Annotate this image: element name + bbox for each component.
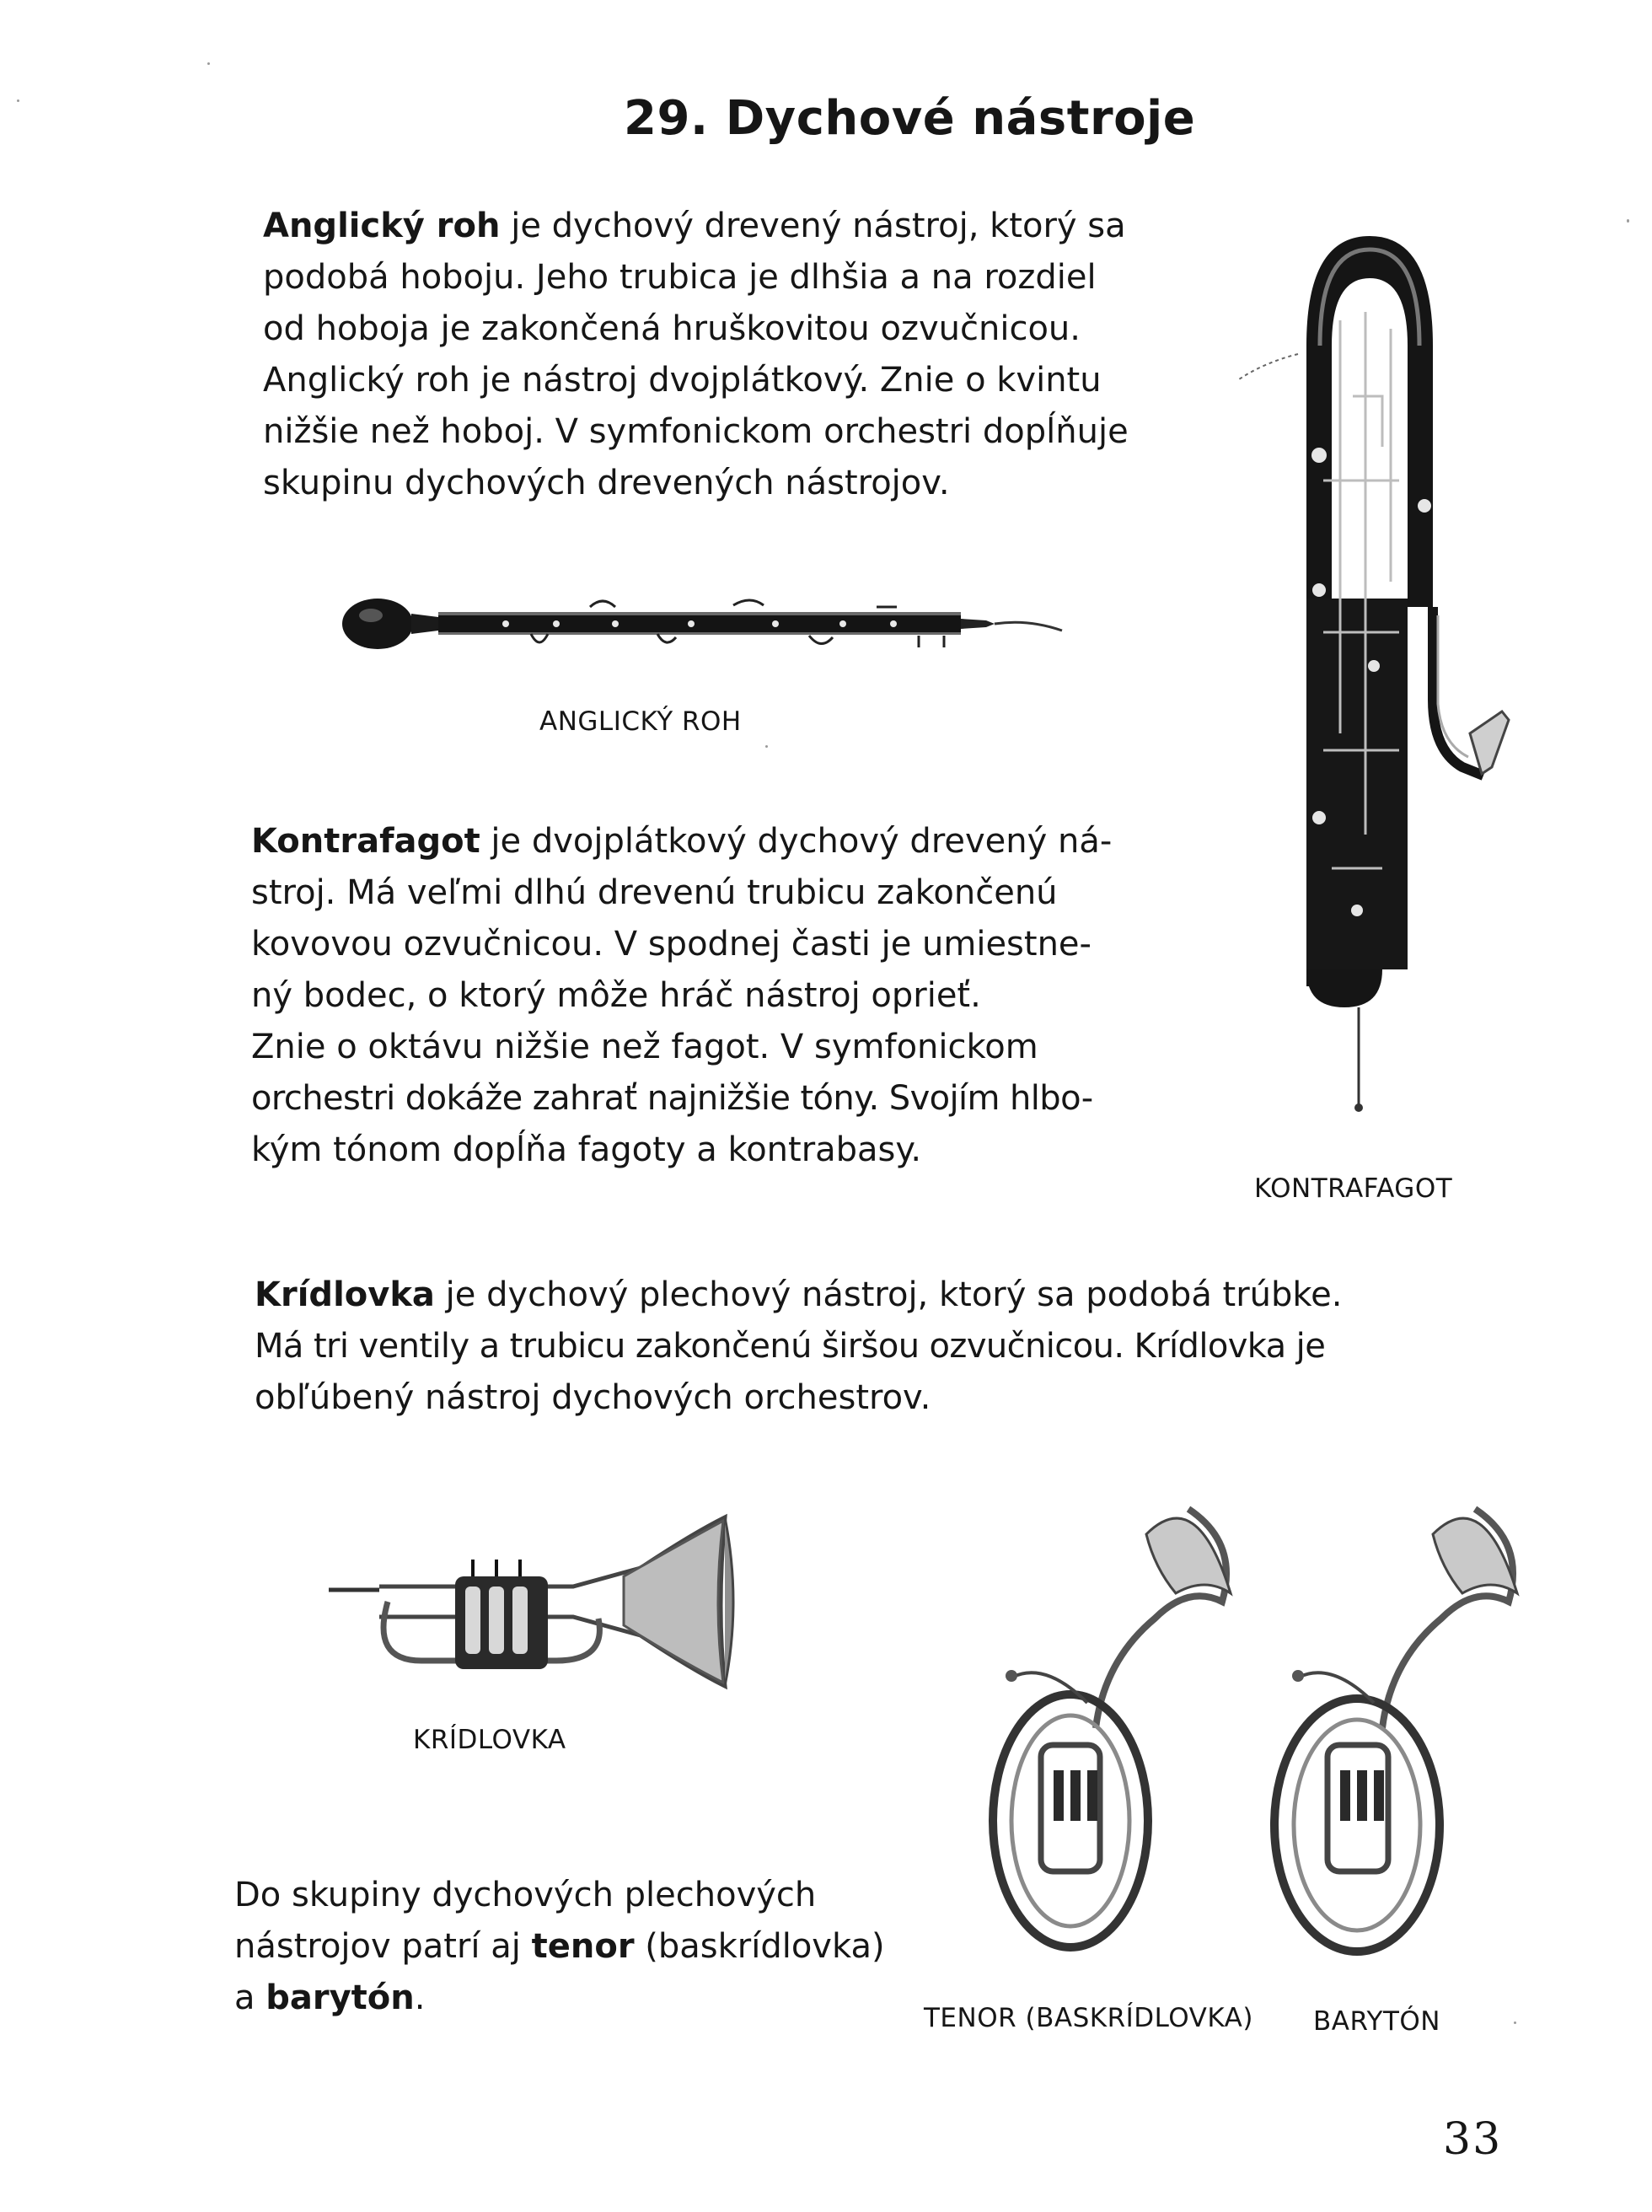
text-line: je dychový drevený nástroj, ktorý sa	[500, 207, 1126, 245]
text-line: obľúbený nástroj dychových orchestrov.	[255, 1378, 931, 1417]
english-horn-illustration	[337, 582, 1079, 683]
text-line: kovovou ozvučnicou. V spodnej časti je umiestne-	[251, 925, 1092, 964]
caption-anglicky-roh: ANGLICKÝ ROH	[539, 706, 742, 737]
caption-tenor: TENOR (BASKRÍDLOVKA)	[924, 2003, 1253, 2033]
text-line: Má tri ventily a trubicu zakončenú širšou ozvučnicou. Krídlovka je	[255, 1327, 1326, 1366]
text-line: nižšie než hoboj. V symfonickom orchestri dopĺňuje	[263, 412, 1129, 451]
baritone-illustration	[1273, 1492, 1526, 1956]
text-line: orchestri dokáže zahrať najnižšie tóny. Svojím hlbo-	[251, 1079, 1093, 1118]
text-line: (baskrídlovka)	[634, 1927, 885, 1966]
text-line: kým tónom dopĺňa fagoty a kontrabasy.	[251, 1130, 922, 1169]
text-line: Anglický roh je nástroj dvojplátkový. Znie o kvintu	[263, 361, 1102, 400]
term-baryton: barytón	[266, 1978, 415, 2017]
page-number: 33	[1443, 2114, 1503, 2165]
text-line: je dvojplátkový dychový drevený ná-	[480, 822, 1113, 861]
text-line: nástrojov patrí aj	[234, 1927, 532, 1966]
text-line: ný bodec, o ktorý môže hráč nástroj oprieť.	[251, 976, 981, 1015]
scan-speck	[1627, 219, 1629, 223]
caption-kontrafagot: KONTRAFAGOT	[1254, 1173, 1453, 1204]
text-line: od hoboja je zakončená hruškovitou ozvučnicou.	[263, 309, 1081, 348]
paragraph-kridlovka	[255, 1270, 1342, 1424]
term-tenor: tenor	[531, 1927, 635, 1966]
tenor-horn-illustration	[995, 1492, 1239, 1956]
paragraph-kontrafagot	[251, 816, 1112, 1176]
text-line: je dychový plechový nástroj, ktorý sa podobá trúbke.	[434, 1275, 1343, 1314]
contrabassoon-illustration	[1281, 228, 1534, 1121]
text-line: a	[234, 1978, 266, 2017]
caption-kridlovka: KRÍDLOVKA	[413, 1725, 566, 1755]
paragraph-tenor-baryton	[234, 1870, 885, 2024]
text-line: stroj. Má veľmi dlhú drevenú trubicu zakončenú	[251, 873, 1058, 912]
text-line: podobá hoboju. Jeho trubica je dlhšia a na rozdiel	[263, 258, 1097, 297]
scan-speck	[1514, 2021, 1516, 2024]
flugelhorn-illustration	[320, 1509, 742, 1711]
caption-baryton: BARYTÓN	[1313, 2006, 1440, 2037]
page-title: 29. Dychové nástroje	[624, 91, 1196, 146]
text-line: .	[414, 1978, 426, 2017]
text-line: Do skupiny dychových plechových	[234, 1876, 817, 1914]
term-kridlovka: Krídlovka	[255, 1275, 435, 1314]
term-anglicky-roh: Anglický roh	[263, 207, 501, 245]
text-line: Znie o oktávu nižšie než fagot. V symfonickom	[251, 1028, 1038, 1066]
term-kontrafagot: Kontrafagot	[251, 822, 480, 861]
scan-speck	[17, 99, 19, 102]
paragraph-anglicky-roh	[263, 201, 1129, 509]
scan-speck	[765, 745, 768, 748]
text-line: skupinu dychových drevených nástrojov.	[263, 464, 950, 502]
scan-speck	[207, 62, 210, 65]
